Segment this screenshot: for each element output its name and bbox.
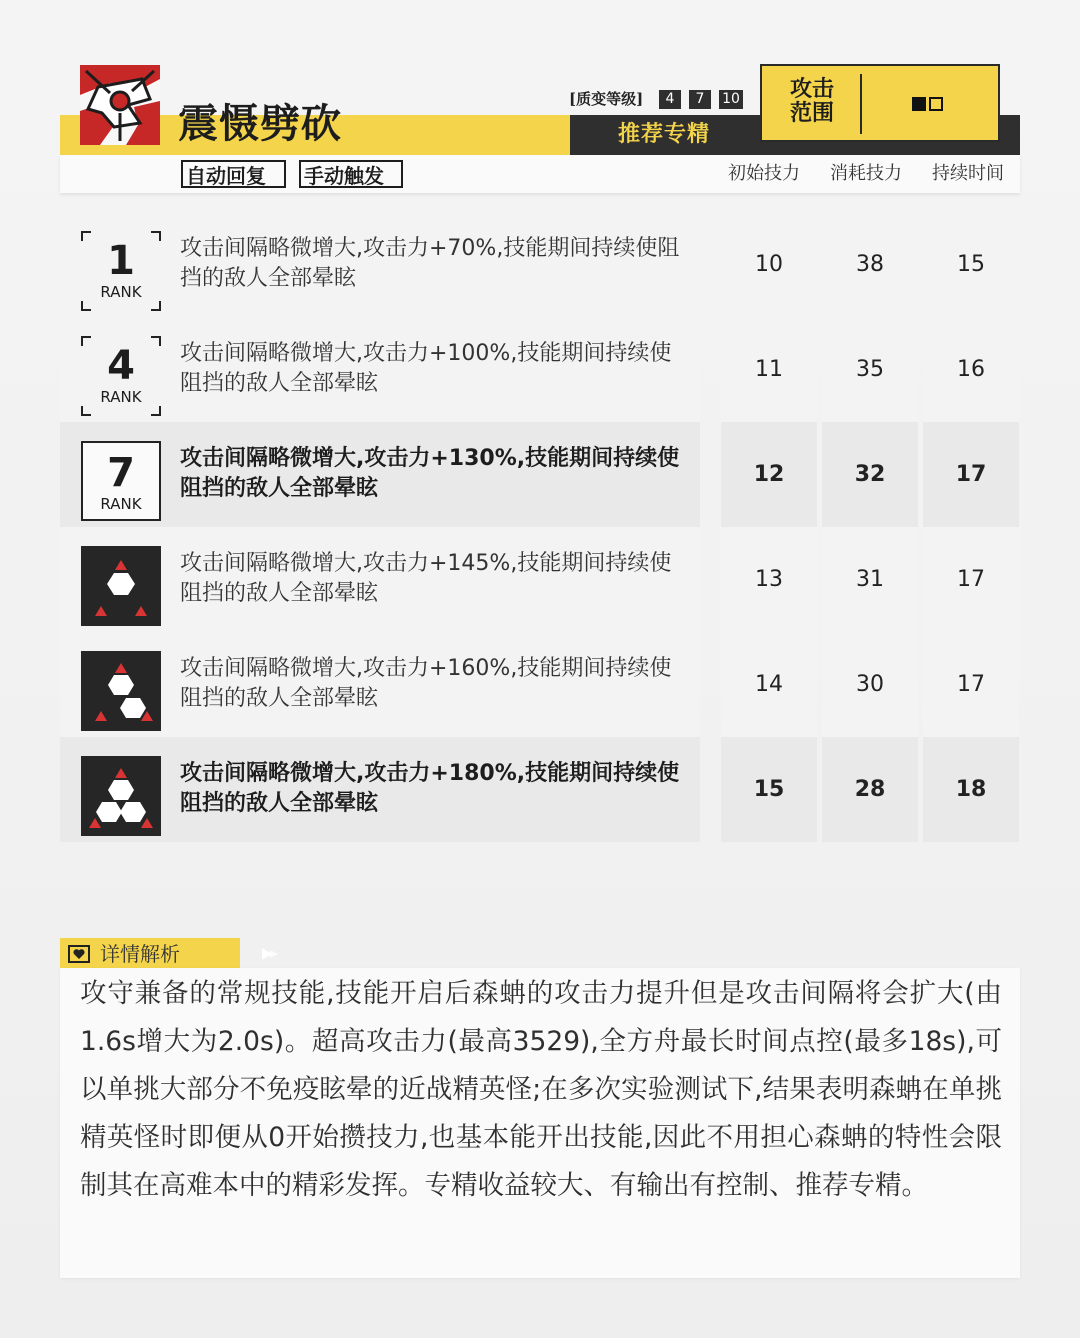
column-duration: 持续时间 <box>932 163 1004 184</box>
mastery-level-10: 10 <box>719 90 743 109</box>
rank-badge: 1 RANK <box>81 231 161 311</box>
sp-cost-value: 30 <box>822 632 918 737</box>
table-row <box>60 737 1020 842</box>
sp-cost-value: 35 <box>822 317 918 422</box>
sp-cost-value: 32 <box>822 422 918 527</box>
initial-sp-value: 12 <box>721 422 817 527</box>
row-description: 攻击间隔略微增大,攻击力+145%,技能期间持续使阻挡的敌人全部晕眩 <box>180 551 672 606</box>
attack-range-label: 攻击 范围 <box>789 77 834 126</box>
specialization-1-icon <box>81 546 161 626</box>
arrow-right-icon <box>260 946 280 962</box>
row-description: 攻击间隔略微增大,攻击力+160%,技能期间持续使阻挡的敌人全部晕眩 <box>180 656 672 711</box>
row-description: 攻击间隔略微增大,攻击力+100%,技能期间持续使阻挡的敌人全部晕眩 <box>180 341 672 396</box>
analysis-text: 攻守兼备的常规技能,技能开启后森蚺的攻击力提升但是攻击间隔将会扩大(由1.6s增大为2.0s)。超高攻击力(最高3529),全方舟最长时间点控(最多18s),可以单挑大部分不免疫眩晕的近战精英怪;在多次实验测试下,结果表明森蚺在单挑精英怪时即便从0开始攒技力,也基本能开出技能,因此不用担心森蚺的特性会限制其在高难本中的精彩发挥。专精收益较大、有输出有控制、推荐专精。 <box>80 978 1002 1201</box>
skill-emblem-icon <box>80 65 160 145</box>
table-row <box>60 527 1020 632</box>
tag-auto-recovery: 自动回复 <box>181 160 286 188</box>
initial-sp-value: 11 <box>721 317 817 422</box>
row-description: 攻击间隔略微增大,攻击力+130%,技能期间持续使阻挡的敌人全部晕眩 <box>180 446 680 501</box>
specialization-2-icon <box>81 651 161 731</box>
table-row <box>60 317 1020 422</box>
mastery-level-4: 4 <box>659 90 681 109</box>
tag-manual-trigger: 手动触发 <box>299 160 403 188</box>
sp-cost-value: 31 <box>822 527 918 632</box>
initial-sp-value: 10 <box>721 212 817 317</box>
table-row <box>60 212 1020 317</box>
initial-sp-value: 15 <box>721 737 817 842</box>
initial-sp-value: 13 <box>721 527 817 632</box>
analysis-tab-label: 详情解析 <box>100 942 180 966</box>
table-row <box>60 632 1020 737</box>
row-description: 攻击间隔略微增大,攻击力+70%,技能期间持续使阻挡的敌人全部晕眩 <box>180 236 680 291</box>
duration-value: 18 <box>923 737 1019 842</box>
analysis-tab <box>60 938 240 970</box>
skill-name: 震慑劈砍 <box>178 100 342 147</box>
specialization-3-icon <box>81 756 161 836</box>
duration-value: 17 <box>923 527 1019 632</box>
sp-cost-value: 38 <box>822 212 918 317</box>
column-sp-cost: 消耗技力 <box>830 163 902 184</box>
rank-badge: 4 RANK <box>81 336 161 416</box>
row-description: 攻击间隔略微增大,攻击力+180%,技能期间持续使阻挡的敌人全部晕眩 <box>180 761 680 816</box>
duration-value: 17 <box>923 632 1019 737</box>
duration-value: 15 <box>923 212 1019 317</box>
heart-icon <box>68 945 90 963</box>
mastery-level-label: [质变等级] <box>569 90 644 108</box>
range-cell-target <box>929 97 943 111</box>
recommend-mastery-label: 推荐专精 <box>617 122 710 147</box>
duration-value: 16 <box>923 317 1019 422</box>
mastery-level-7: 7 <box>689 90 711 109</box>
sp-cost-value: 28 <box>822 737 918 842</box>
duration-value: 17 <box>923 422 1019 527</box>
attack-range-panel <box>760 64 1000 142</box>
analysis-panel <box>60 968 1020 1278</box>
column-initial-sp: 初始技力 <box>728 163 800 184</box>
table-row <box>60 422 1020 527</box>
range-divider <box>860 74 862 134</box>
rank-badge: 7 RANK <box>81 441 161 521</box>
initial-sp-value: 14 <box>721 632 817 737</box>
range-cell-operator <box>912 97 926 111</box>
